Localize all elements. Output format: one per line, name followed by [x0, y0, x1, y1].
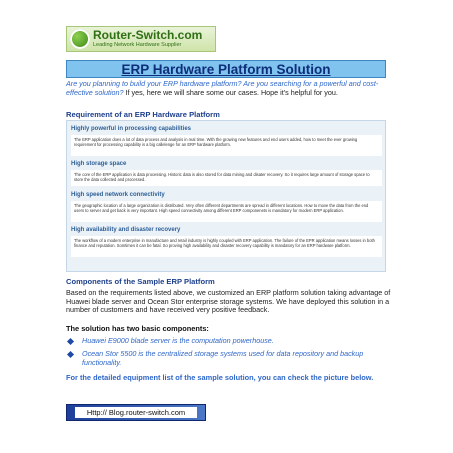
components-heading: Components of the Sample ERP Platform — [66, 277, 215, 286]
blog-link-banner[interactable] — [66, 404, 206, 421]
list-item — [66, 337, 386, 346]
intro-question: Are you planning to build your ERP hardware platform? Are you searching for a powerful and cost-effective solution? — [66, 79, 379, 97]
list-item — [66, 350, 386, 367]
requirement-heading: Requirement of an ERP Hardware Platform — [66, 110, 220, 119]
title-banner — [66, 60, 386, 78]
section-text: The geographic location of a large organization is distributed. Very often different departments are spread in different locations. How to move the data from the end users to server and get back is very important. High speed connectivity among different ERP componenets is mandatory for modern ERP application. — [71, 201, 382, 222]
logo-tagline: Leading Network Hardware Supplier — [93, 42, 182, 49]
bullet-text: Ocean Stor 5500 is the centralized storage systems used for data repository and backup functionality. — [82, 349, 364, 367]
intro-rest: If yes, here we will share some our cases. Hope it's helpful for you. — [123, 87, 338, 97]
blog-url[interactable]: Http:// Blog.router-switch.com — [75, 407, 197, 418]
section-text: The core of the ERP application is data processing. Historic data is also stored for data mining and disater recovery. So it requires large amount of storage space to store the data collected and processed. — [71, 170, 382, 186]
two-components-label: The solution has two basic components: — [66, 324, 209, 333]
diamond-bullet-icon — [67, 351, 74, 358]
page-title: ERP Hardware Platform Solution — [121, 61, 331, 77]
diamond-bullet-icon — [67, 338, 74, 345]
requirement-box — [66, 120, 386, 272]
router-switch-logo[interactable] — [66, 26, 216, 52]
section-title: High availability and disaster recovery — [71, 227, 181, 233]
logo-brand: Router-Switch.com — [93, 28, 203, 43]
bullet-text: Huawei E9000 blade server is the computation powerhouse. — [82, 336, 274, 345]
intro-paragraph — [66, 80, 396, 97]
section-title: High speed network connectivity — [71, 192, 165, 198]
components-paragraph: Based on the requirements listed above, we customized an ERP platform solution taking advantage of Huawei blade server and Ocean Stor enterprise storage systems. We have deployed this solution in a number of customers and have received very positive feedback. — [66, 288, 391, 315]
section-title: Highly powerful in processing capabilities — [71, 126, 192, 132]
section-title: High storage space — [71, 161, 127, 167]
globe-icon — [70, 29, 90, 49]
section-text: The workflow of a modern enterprise in manufacture and retail industry is highly coupled with ERP application. The failure of the EPR application means losses in both finance and reputation. Somtimes it can be fatal. So proving high availability and disaster recovery capability is mandatory for an ERP hardware platform. — [71, 236, 382, 257]
section-text: The ERP application does a lot of data process and analysis in real time. With the growing new features and end users added, how to meet the ever growing requirement for processing capability is a big callelenge for an ERP hardware platform. — [71, 135, 382, 156]
cta-text: For the detailed equipment list of the sample solution, you can check the picture below. — [66, 373, 374, 382]
